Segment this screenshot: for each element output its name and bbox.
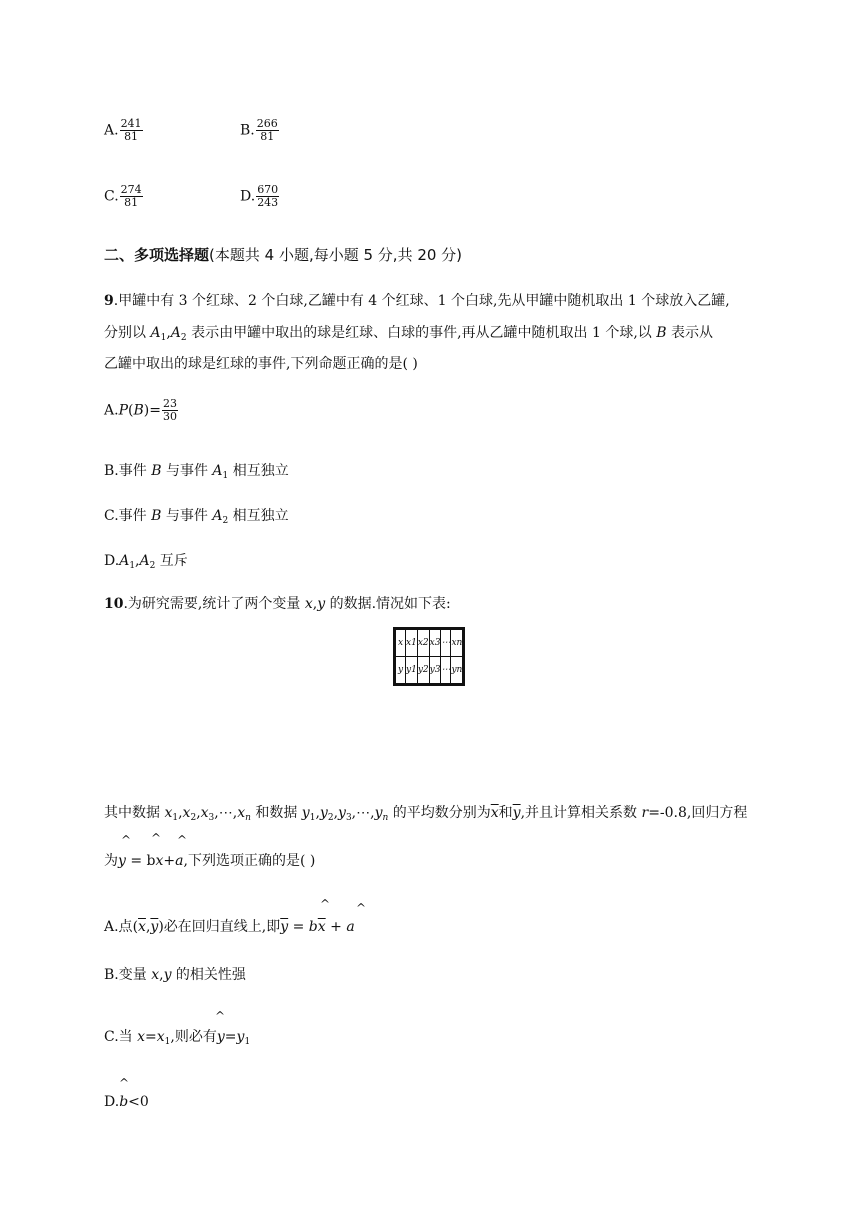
q9-line1: 9.甲罐中有 3 个红球、2 个白球,乙罐中有 4 个红球、1 个白球,先从甲罐中随机取出 1 个球放入乙罐, bbox=[104, 293, 730, 309]
hat-mark: ^ bbox=[119, 1076, 130, 1090]
q10-body-line2: 为y = bx+a,下列选项正确的是( ) bbox=[104, 853, 316, 869]
table-cell: yn bbox=[451, 657, 464, 685]
q10-option-d: D.b<0 bbox=[104, 1094, 149, 1110]
q9-option-b: B.事件 B 与事件 $A_1$ 相互独立 bbox=[104, 463, 289, 481]
fraction: $\frac{23}{30}$ bbox=[162, 397, 177, 423]
q10-option-a: A.点$(\overline{x},\overline{y})$必在回归直线上,即$\overline{y} = b\overline{x} + a$ bbox=[104, 919, 355, 935]
fraction: $\frac{266}{81}$ bbox=[256, 117, 278, 143]
hat-mark: ^ bbox=[177, 833, 188, 847]
hat-mark: ^ bbox=[215, 1009, 226, 1023]
table-cell: x2 bbox=[417, 629, 429, 657]
q9-option-d: $D.A_1,A_2$ 互斥 bbox=[104, 553, 188, 571]
q10-body-line1: 其中数据 $x_1,x_2,x_3,\cdots,x_n$ 和数据 $y_1,y_2,y_3,\cdots,y_n$ 的平均数分别为$\overline{x}$和$\overline{y}$,并且计算相关系数 r=-0.8,回归方程 bbox=[104, 805, 748, 823]
fraction: $\frac{670}{243}$ bbox=[257, 183, 279, 209]
q8-option-a: A. $\frac{241}{81}$ bbox=[104, 117, 142, 143]
q9-line2: 分别以 $A_1,A_2$ 表示由甲罐中取出的球是红球、白球的事件,再从乙罐中随机取出 1 个球,以 B 表示从 bbox=[104, 325, 713, 343]
q9-line3: 乙罐中取出的球是红球的事件,下列命题正确的是( ) bbox=[104, 356, 418, 372]
q8-option-d: D. $\frac{670}{243}$ bbox=[240, 183, 279, 209]
q8-option-b: B. $\frac{266}{81}$ bbox=[240, 117, 278, 143]
hat-mark: ^ bbox=[320, 897, 331, 911]
fraction: $\frac{274}{81}$ bbox=[120, 183, 142, 209]
table-cell: y1 bbox=[406, 657, 418, 685]
q9-option-a: A.P(B)= $\frac{23}{30}$ bbox=[104, 397, 177, 423]
table-cell: ⋯ bbox=[441, 657, 451, 685]
table-cell: ⋯ bbox=[441, 629, 451, 657]
fraction: $\frac{241}{81}$ bbox=[120, 117, 142, 143]
table-cell: xn bbox=[451, 629, 464, 657]
q9-option-c: C.事件 B 与事件 $A_2$ 相互独立 bbox=[104, 508, 289, 526]
hat-mark: ^ bbox=[151, 831, 162, 845]
table-cell: y2 bbox=[417, 657, 429, 685]
table-cell: x bbox=[395, 629, 406, 657]
q8-option-c: C. $\frac{274}{81}$ bbox=[104, 183, 142, 209]
hat-mark: ^ bbox=[121, 833, 132, 847]
section-heading: 二、多项选择题(本题共 4 小题,每小题 5 分,共 20 分) bbox=[104, 246, 463, 264]
data-table bbox=[393, 627, 465, 686]
hat-mark: ^ bbox=[356, 901, 367, 915]
q10-option-b: B.变量 x,y 的相关性强 bbox=[104, 967, 246, 983]
table-cell: y bbox=[395, 657, 406, 685]
q10-option-c: C.当 $x=x_1$,则必有$y=y_1$ bbox=[104, 1029, 251, 1047]
table-cell: x3 bbox=[429, 629, 441, 657]
table-cell: y3 bbox=[429, 657, 441, 685]
q10-intro: 10.为研究需要,统计了两个变量 x,y 的数据.情况如下表: bbox=[104, 596, 451, 612]
table-cell: x1 bbox=[406, 629, 418, 657]
